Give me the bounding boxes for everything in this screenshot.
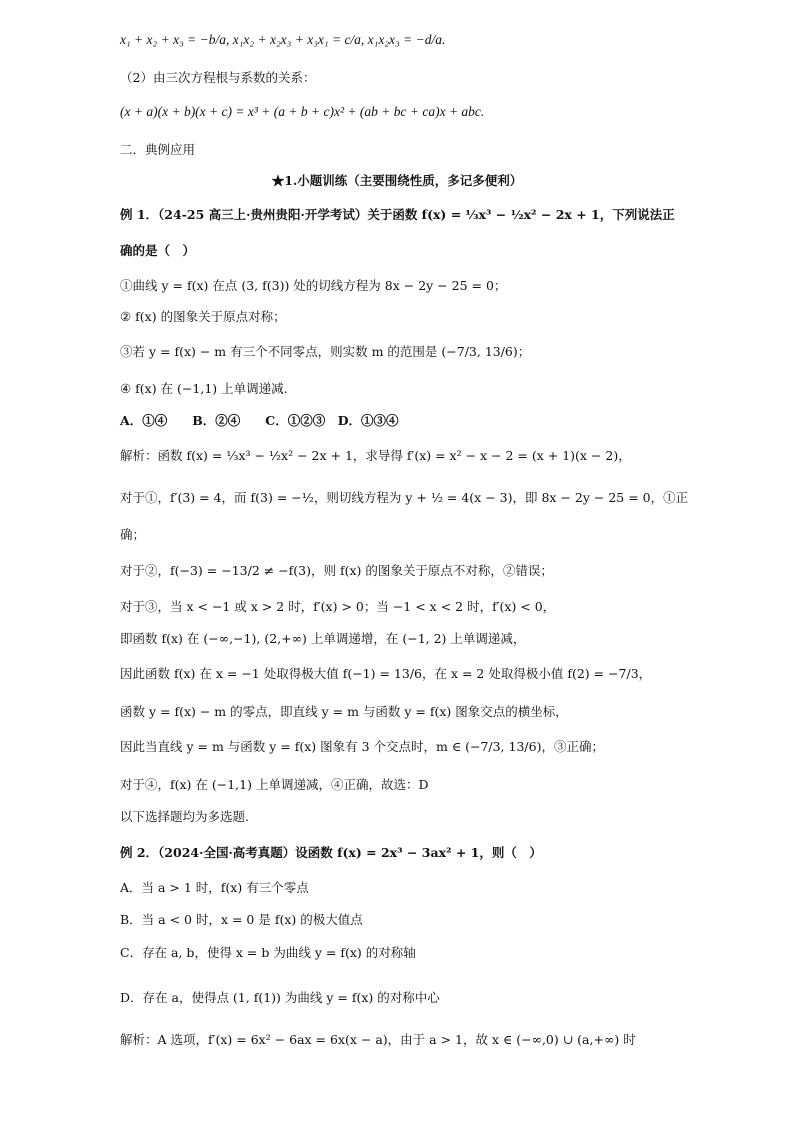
subsection-title: ★1.小题训练（主要围绕性质，多记多便利） [271, 173, 523, 188]
example-2-option-c: C．存在 a, b，使得 x = b 为曲线 y = f(x) 的对称轴 [120, 945, 416, 960]
statement-1: ①曲线 y = f(x) 在点 (3, f(3)) 处的切线方程为 8x − 2y − 25 = 0； [120, 278, 507, 293]
example-2-option-a: A．当 a > 1 时，f(x) 有三个零点 [120, 880, 309, 895]
solution-line: 解析：函数 f(x) = ⅓x³ − ½x² − 2x + 1，求导得 f′(x) = x² − x − 2 = (x + 1)(x − 2)， [120, 448, 631, 463]
cubic-relation-heading: （2）由三次方程根与系数的关系： [120, 70, 316, 85]
solution-line: 确； [120, 527, 146, 542]
example-2-solution: 解析：A 选项，f′(x) = 6x² − 6ax = 6x(x − a)，由于 a > 1，故 x ∈ (−∞,0) ∪ (a,+∞) 时 [120, 1032, 636, 1047]
example-2-question: 例 2．（2024·全国·高考真题）设函数 f(x) = 2x³ − 3ax² + 1，则（ ） [120, 845, 542, 860]
statement-3: ③若 y = f(x) − m 有三个不同零点，则实数 m 的范围是 (−7/3, 13/6)； [120, 344, 531, 359]
example-2-option-d: D．存在 a，使得点 (1, f(1)) 为曲线 y = f(x) 的对称中心 [120, 990, 440, 1005]
section-heading: 二．典例应用 [120, 142, 196, 157]
statement-4: ④ f(x) 在 (−1,1) 上单调递减. [120, 381, 288, 396]
note-line: 以下选择题均为多选题. [120, 809, 249, 824]
solution-line: 对于③，当 x < −1 或 x > 2 时，f′(x) > 0；当 −1 < x < 2 时，f′(x) < 0， [120, 599, 556, 614]
vieta-formulas: x₁ + x₂ + x₃ = −b/a, x₁x₂ + x₂x₃ + x₃x₁ = c/a, x₁x₂x₃ = −d/a. [120, 32, 446, 47]
statement-2: ② f(x) 的图象关于原点对称； [120, 309, 286, 324]
example-1-options: A．①④ B．②④ C．①②③ D．①③④ [120, 413, 399, 428]
solution-line: 即函数 f(x) 在 (−∞,−1), (2,+∞) 上单调递增，在 (−1, 2) 上单调递减， [120, 631, 526, 646]
solution-line: 对于②，f(−3) = −13/2 ≠ −f(3)，则 f(x) 的图象关于原点不对称，②错误； [120, 563, 553, 578]
example-1-question: 例 1．（24-25 高三上·贵州贵阳·开学考试）关于函数 f(x) = ⅓x³ − ½x² − 2x + 1，下列说法正 [120, 207, 675, 222]
solution-line: 对于④，f(x) 在 (−1,1) 上单调递减，④正确，故选：D [120, 777, 429, 792]
example-2-option-b: B．当 a < 0 时，x = 0 是 f(x) 的极大值点 [120, 912, 363, 927]
solution-line: 对于①，f′(3) = 4，而 f(3) = −½，则切线方程为 y + ½ = 4(x − 3)，即 8x − 2y − 25 = 0，①正 [120, 490, 689, 505]
solution-line: 因此函数 f(x) 在 x = −1 处取得极大值 f(−1) = 13/6，在 x = 2 处取得极小值 f(2) = −7/3， [120, 666, 652, 681]
solution-line: 函数 y = f(x) − m 的零点，即直线 y = m 与函数 y = f(x) 图象交点的横坐标， [120, 704, 568, 719]
cubic-expansion: (x + a)(x + b)(x + c) = x³ + (a + b + c)x² + (ab + bc + ca)x + abc. [120, 104, 485, 119]
example-1-question-cont: 确的是（ ） [120, 243, 196, 258]
solution-line: 因此当直线 y = m 与函数 y = f(x) 图象有 3 个交点时，m ∈ (−7/3, 13/6)，③正确； [120, 739, 604, 754]
